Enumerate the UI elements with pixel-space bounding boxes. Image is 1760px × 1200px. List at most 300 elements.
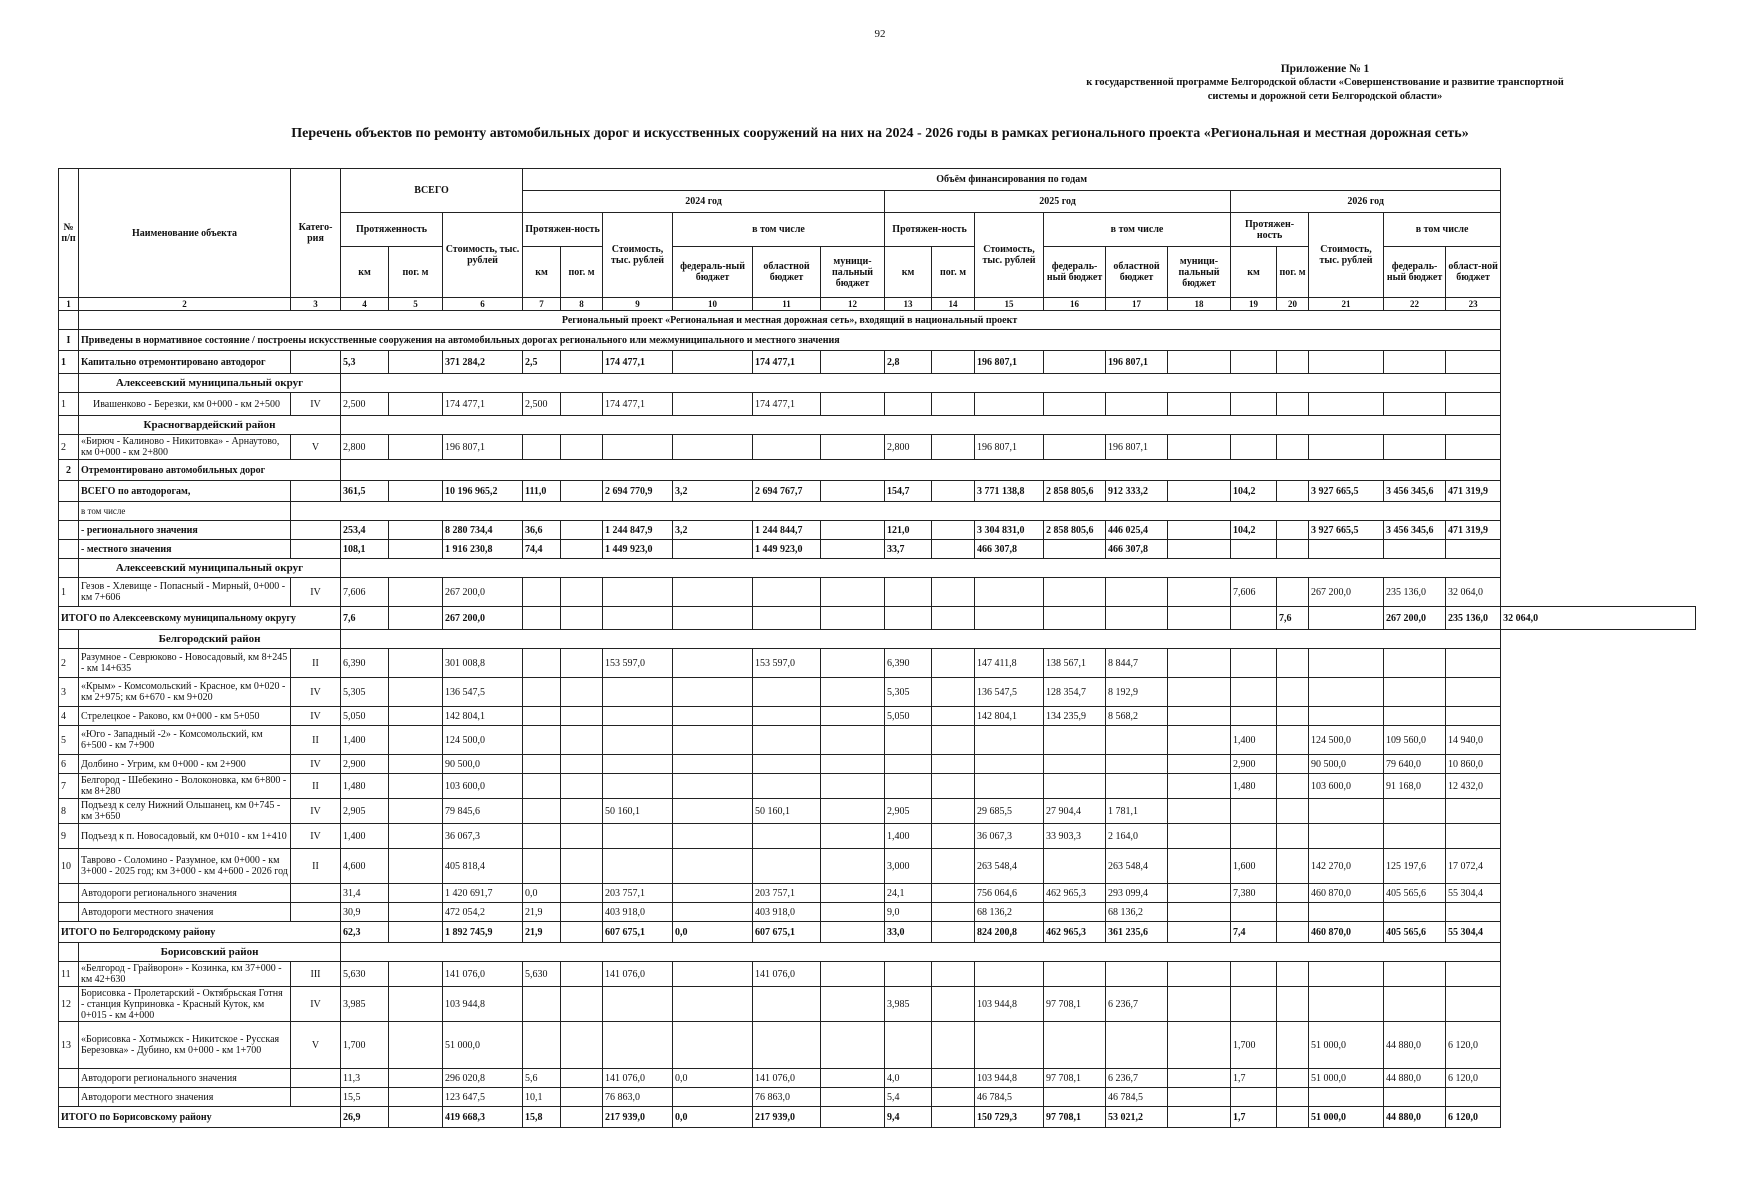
- value-cell: [1384, 540, 1446, 559]
- value-cell: 7,6: [341, 607, 389, 630]
- value-cell: [389, 521, 443, 540]
- value-cell: [821, 1088, 885, 1107]
- column-number: 19: [1231, 298, 1277, 311]
- table-row: [59, 726, 1696, 755]
- value-cell: [1106, 962, 1168, 987]
- value-cell: [1309, 962, 1384, 987]
- value-cell: 824 200,8: [975, 922, 1044, 943]
- value-cell: [821, 1107, 885, 1128]
- project-row: Региональный проект «Региональная и местная дорожная сеть», входящий в национальный проект: [79, 311, 1501, 330]
- value-cell: [1168, 1088, 1231, 1107]
- municipal-header: муници-пальный бюджет: [821, 247, 885, 298]
- value-cell: [523, 987, 561, 1022]
- row-number: 4: [59, 707, 79, 726]
- pm-header: пог. м: [932, 247, 975, 298]
- value-cell: [1277, 922, 1309, 943]
- object-name: Гезов - Хлевище - Попасный - Мирный, 0+000 - км 7+606: [79, 578, 291, 607]
- value-cell: [1446, 351, 1501, 374]
- section-number: 2: [59, 460, 79, 481]
- including-2024-header: в том числе: [673, 213, 885, 247]
- value-cell: 403 918,0: [603, 903, 673, 922]
- value-cell: 2,900: [1231, 755, 1277, 774]
- value-cell: [821, 987, 885, 1022]
- value-cell: [1044, 393, 1106, 416]
- value-cell: [561, 1088, 603, 1107]
- value-cell: 7,4: [1231, 922, 1277, 943]
- value-cell: [561, 578, 603, 607]
- value-cell: 263 548,4: [1106, 849, 1168, 884]
- value-cell: 1 244 847,9: [603, 521, 673, 540]
- row-number: 2: [59, 649, 79, 678]
- value-cell: 471 319,9: [1446, 481, 1501, 502]
- value-cell: [821, 578, 885, 607]
- value-cell: [1168, 1069, 1231, 1088]
- value-cell: [1168, 481, 1231, 502]
- value-cell: 4,600: [341, 849, 389, 884]
- value-cell: [1277, 435, 1309, 460]
- value-cell: 0,0: [523, 884, 561, 903]
- value-cell: [389, 707, 443, 726]
- object-name: Долбино - Угрим, км 0+000 - км 2+900: [79, 755, 291, 774]
- value-cell: [932, 987, 975, 1022]
- value-cell: 97 708,1: [1044, 1107, 1106, 1128]
- value-cell: 79 845,6: [443, 799, 523, 824]
- value-cell: [932, 481, 975, 502]
- subtotal-row: [59, 1088, 1696, 1107]
- value-cell: 462 965,3: [1044, 884, 1106, 903]
- row-number: [59, 884, 79, 903]
- value-cell: [1309, 707, 1384, 726]
- value-cell: 3,2: [673, 521, 753, 540]
- value-cell: 147 411,8: [975, 649, 1044, 678]
- value-cell: [932, 755, 975, 774]
- value-cell: [932, 849, 975, 884]
- value-cell: [673, 755, 753, 774]
- value-cell: [1309, 393, 1384, 416]
- value-cell: 7,380: [1231, 884, 1277, 903]
- value-cell: [1168, 726, 1231, 755]
- value-cell: 31,4: [341, 884, 389, 903]
- value-cell: [389, 351, 443, 374]
- value-cell: [673, 1088, 753, 1107]
- value-cell: [389, 481, 443, 502]
- value-cell: [1277, 962, 1309, 987]
- value-cell: [753, 1022, 821, 1069]
- table-row: [59, 649, 1696, 678]
- value-cell: 462 965,3: [1044, 922, 1106, 943]
- value-cell: 141 076,0: [753, 1069, 821, 1088]
- category-cell: V: [291, 435, 341, 460]
- value-cell: 141 076,0: [753, 962, 821, 987]
- value-cell: 3 456 345,6: [1384, 521, 1446, 540]
- value-cell: 7,606: [341, 578, 389, 607]
- value-cell: [673, 799, 753, 824]
- value-cell: [1044, 607, 1106, 630]
- value-cell: [1277, 707, 1309, 726]
- value-cell: [932, 607, 975, 630]
- value-cell: [932, 774, 975, 799]
- value-cell: [932, 351, 975, 374]
- category-cell: [291, 481, 341, 502]
- km-header: км: [523, 247, 561, 298]
- value-cell: [821, 962, 885, 987]
- object-name: Капитально отремонтировано автодорог: [79, 351, 291, 374]
- value-cell: [523, 649, 561, 678]
- value-cell: [1168, 1107, 1231, 1128]
- object-name: Таврово - Соломино - Разумное, км 0+000 - км 3+000 - 2025 год; км 3+000 - км 4+600 - 2026 год: [79, 849, 291, 884]
- value-cell: [1277, 1022, 1309, 1069]
- value-cell: 125 197,6: [1384, 849, 1446, 884]
- value-cell: [673, 540, 753, 559]
- value-cell: [523, 799, 561, 824]
- category-cell: [291, 903, 341, 922]
- value-cell: 30,9: [341, 903, 389, 922]
- value-cell: [1168, 774, 1231, 799]
- value-cell: 235 136,0: [1446, 607, 1501, 630]
- district-heading: Алексеевский муниципальный округ: [79, 559, 341, 578]
- value-cell: [523, 726, 561, 755]
- cell: [59, 311, 79, 330]
- value-cell: [1044, 726, 1106, 755]
- value-cell: 153 597,0: [603, 649, 673, 678]
- value-cell: [1309, 799, 1384, 824]
- value-cell: [753, 607, 821, 630]
- value-cell: [673, 578, 753, 607]
- value-cell: [1384, 799, 1446, 824]
- column-number: 8: [561, 298, 603, 311]
- value-cell: [753, 987, 821, 1022]
- value-cell: 2 694 767,7: [753, 481, 821, 502]
- value-cell: 403 918,0: [753, 903, 821, 922]
- column-number: 1: [59, 298, 79, 311]
- value-cell: [885, 393, 932, 416]
- value-cell: [1168, 884, 1231, 903]
- value-cell: 267 200,0: [443, 607, 523, 630]
- value-cell: [1168, 678, 1231, 707]
- value-cell: [1168, 351, 1231, 374]
- value-cell: [1277, 1107, 1309, 1128]
- value-cell: 203 757,1: [603, 884, 673, 903]
- value-cell: 3 456 345,6: [1384, 481, 1446, 502]
- value-cell: 6 236,7: [1106, 1069, 1168, 1088]
- value-cell: [821, 707, 885, 726]
- value-cell: 267 200,0: [443, 578, 523, 607]
- category-cell: IV: [291, 707, 341, 726]
- value-cell: 32 064,0: [1446, 578, 1501, 607]
- value-cell: 1 420 691,7: [443, 884, 523, 903]
- value-cell: [1168, 540, 1231, 559]
- value-cell: 2,5: [523, 351, 561, 374]
- value-cell: [561, 607, 603, 630]
- length-2024-header: Протяжен-ность: [523, 213, 603, 247]
- value-cell: [1446, 799, 1501, 824]
- value-cell: 267 200,0: [1384, 607, 1446, 630]
- value-cell: 5,050: [341, 707, 389, 726]
- value-cell: [389, 755, 443, 774]
- value-cell: [561, 962, 603, 987]
- value-cell: [885, 607, 932, 630]
- value-cell: 0,0: [673, 1107, 753, 1128]
- row-number: 3: [59, 678, 79, 707]
- column-number: 22: [1384, 298, 1446, 311]
- value-cell: 103 600,0: [1309, 774, 1384, 799]
- value-cell: [1044, 962, 1106, 987]
- value-cell: [673, 726, 753, 755]
- value-cell: [673, 678, 753, 707]
- value-cell: [673, 393, 753, 416]
- value-cell: 32 064,0: [1501, 607, 1696, 630]
- value-cell: [673, 351, 753, 374]
- value-cell: 301 008,8: [443, 649, 523, 678]
- value-cell: [561, 393, 603, 416]
- district-heading: Красногвардейский район: [79, 416, 341, 435]
- value-cell: [1277, 774, 1309, 799]
- value-cell: 196 807,1: [1106, 435, 1168, 460]
- value-cell: [1231, 962, 1277, 987]
- column-number: 13: [885, 298, 932, 311]
- value-cell: [1231, 393, 1277, 416]
- value-cell: [1277, 755, 1309, 774]
- value-cell: 8 568,2: [1106, 707, 1168, 726]
- object-name: Борисовка - Пролетарский - Октябрьская Готня - станция Куприновка - Красный Куток, км 0+015 - км 4+000: [79, 987, 291, 1022]
- table-row: [59, 435, 1696, 460]
- value-cell: [1044, 351, 1106, 374]
- value-cell: 10 860,0: [1446, 755, 1501, 774]
- value-cell: [1384, 351, 1446, 374]
- row-number: [59, 1088, 79, 1107]
- value-cell: [673, 774, 753, 799]
- value-cell: 5,6: [523, 1069, 561, 1088]
- value-cell: [975, 726, 1044, 755]
- value-cell: [1446, 1088, 1501, 1107]
- value-cell: [932, 1022, 975, 1069]
- value-cell: 51 000,0: [1309, 1022, 1384, 1069]
- value-cell: [603, 678, 673, 707]
- value-cell: [821, 521, 885, 540]
- cell: [341, 630, 1501, 649]
- object-name: - местного значения: [79, 540, 291, 559]
- value-cell: 134 235,9: [1044, 707, 1106, 726]
- value-cell: 150 729,3: [975, 1107, 1044, 1128]
- value-cell: 154,7: [885, 481, 932, 502]
- table-row: [59, 393, 1696, 416]
- pm-header: пог. м: [389, 247, 443, 298]
- value-cell: [1384, 824, 1446, 849]
- length-2025-header: Протяжен-ность: [885, 213, 975, 247]
- column-number: 23: [1446, 298, 1501, 311]
- value-cell: [1277, 824, 1309, 849]
- value-cell: [561, 435, 603, 460]
- object-name: «Крым» - Комсомольский - Красное, км 0+020 - км 2+975; км 6+670 - км 9+020: [79, 678, 291, 707]
- value-cell: 90 500,0: [443, 755, 523, 774]
- value-cell: 196 807,1: [975, 351, 1044, 374]
- object-name: Автодороги регионального значения: [79, 884, 291, 903]
- value-cell: [1231, 351, 1277, 374]
- value-cell: [603, 824, 673, 849]
- object-name: «Белгород - Грайворон» - Козинка, км 37+000 - км 42+630: [79, 962, 291, 987]
- value-cell: [1168, 649, 1231, 678]
- cost-2026-header: Стоимость, тыс. рублей: [1309, 213, 1384, 298]
- total-label: ИТОГО по Алексеевскому муниципальному округу: [59, 607, 341, 630]
- subtotal-row: [59, 903, 1696, 922]
- category-cell: [291, 540, 341, 559]
- district-total-row: [59, 1107, 1696, 1128]
- year-2025-header: 2025 год: [885, 191, 1231, 213]
- value-cell: [389, 849, 443, 884]
- value-cell: [1044, 578, 1106, 607]
- value-cell: 460 870,0: [1309, 884, 1384, 903]
- value-cell: 2 858 805,6: [1044, 521, 1106, 540]
- value-cell: [389, 922, 443, 943]
- column-number: 2: [79, 298, 291, 311]
- value-cell: 2,500: [523, 393, 561, 416]
- value-cell: 607 675,1: [603, 922, 673, 943]
- value-cell: 10,1: [523, 1088, 561, 1107]
- value-cell: [1309, 435, 1384, 460]
- value-cell: [821, 481, 885, 502]
- value-cell: 8 280 734,4: [443, 521, 523, 540]
- value-cell: [932, 678, 975, 707]
- regional-header: областной бюджет: [753, 247, 821, 298]
- value-cell: [1231, 678, 1277, 707]
- value-cell: 1 916 230,8: [443, 540, 523, 559]
- cost-2024-header: Стоимость, тыс. рублей: [603, 213, 673, 298]
- row-number: 1: [59, 578, 79, 607]
- value-cell: 9,0: [885, 903, 932, 922]
- value-cell: [932, 903, 975, 922]
- value-cell: 5,4: [885, 1088, 932, 1107]
- row-number: 5: [59, 726, 79, 755]
- funding-header: Объём финансирования по годам: [523, 169, 1501, 191]
- value-cell: [1168, 607, 1231, 630]
- value-cell: [932, 1088, 975, 1107]
- value-cell: [753, 578, 821, 607]
- value-cell: 1 892 745,9: [443, 922, 523, 943]
- category-cell: [291, 1088, 341, 1107]
- value-cell: [1168, 849, 1231, 884]
- value-cell: 36 067,3: [443, 824, 523, 849]
- category-cell: II: [291, 774, 341, 799]
- appendix-header: [980, 62, 1670, 104]
- value-cell: [932, 578, 975, 607]
- value-cell: 24,1: [885, 884, 932, 903]
- value-cell: 10 196 965,2: [443, 481, 523, 502]
- value-cell: 203 757,1: [753, 884, 821, 903]
- value-cell: [389, 726, 443, 755]
- value-cell: [389, 1107, 443, 1128]
- value-cell: 1,480: [341, 774, 389, 799]
- row-number: [59, 1069, 79, 1088]
- object-name: «Борисовка - Хотмыжск - Никитское - Русская Березовка» - Дубино, км 0+000 - км 1+700: [79, 1022, 291, 1069]
- value-cell: 3,985: [341, 987, 389, 1022]
- value-cell: 55 304,4: [1446, 922, 1501, 943]
- value-cell: [1384, 678, 1446, 707]
- value-cell: [1168, 799, 1231, 824]
- object-name: ВСЕГО по автодорогам,: [79, 481, 291, 502]
- value-cell: [523, 435, 561, 460]
- value-cell: [1168, 755, 1231, 774]
- value-cell: [1106, 393, 1168, 416]
- value-cell: [1384, 987, 1446, 1022]
- value-cell: [932, 1069, 975, 1088]
- value-cell: [1106, 726, 1168, 755]
- value-cell: 141 076,0: [443, 962, 523, 987]
- value-cell: 29 685,5: [975, 799, 1044, 824]
- value-cell: 196 807,1: [1106, 351, 1168, 374]
- value-cell: 5,630: [523, 962, 561, 987]
- cost-2025-header: Стоимость, тыс. рублей: [975, 213, 1044, 298]
- value-cell: [1168, 521, 1231, 540]
- object-name: Стрелецкое - Раково, км 0+000 - км 5+050: [79, 707, 291, 726]
- column-numbers-row: [59, 298, 1696, 311]
- value-cell: [1231, 987, 1277, 1022]
- value-cell: 1,7: [1231, 1107, 1277, 1128]
- value-cell: [1446, 678, 1501, 707]
- value-cell: [821, 849, 885, 884]
- value-cell: [753, 435, 821, 460]
- value-cell: [753, 824, 821, 849]
- value-cell: 3,985: [885, 987, 932, 1022]
- table-row: [59, 774, 1696, 799]
- value-cell: [603, 726, 673, 755]
- value-cell: [389, 607, 443, 630]
- value-cell: [1168, 578, 1231, 607]
- value-cell: [523, 707, 561, 726]
- value-cell: [1277, 987, 1309, 1022]
- value-cell: 1,480: [1231, 774, 1277, 799]
- row-number: 12: [59, 987, 79, 1022]
- value-cell: [561, 755, 603, 774]
- value-cell: 3 927 665,5: [1309, 481, 1384, 502]
- value-cell: [1384, 903, 1446, 922]
- value-cell: [389, 799, 443, 824]
- value-cell: 50 160,1: [753, 799, 821, 824]
- value-cell: [1277, 678, 1309, 707]
- value-cell: [603, 578, 673, 607]
- value-cell: 5,305: [885, 678, 932, 707]
- value-cell: [561, 678, 603, 707]
- value-cell: 111,0: [523, 481, 561, 502]
- col-total-header: ВСЕГО: [341, 169, 523, 213]
- value-cell: [561, 521, 603, 540]
- column-number: 15: [975, 298, 1044, 311]
- value-cell: 44 880,0: [1384, 1107, 1446, 1128]
- value-cell: 21,9: [523, 922, 561, 943]
- column-number: 21: [1309, 298, 1384, 311]
- category-cell: IV: [291, 755, 341, 774]
- column-number: 14: [932, 298, 975, 311]
- value-cell: [1231, 903, 1277, 922]
- value-cell: 4,0: [885, 1069, 932, 1088]
- value-cell: 74,4: [523, 540, 561, 559]
- value-cell: [885, 578, 932, 607]
- value-cell: [603, 987, 673, 1022]
- value-cell: 27 904,4: [1044, 799, 1106, 824]
- km-header: км: [341, 247, 389, 298]
- value-cell: 6 120,0: [1446, 1022, 1501, 1069]
- value-cell: 253,4: [341, 521, 389, 540]
- value-cell: 466 307,8: [1106, 540, 1168, 559]
- value-cell: [975, 607, 1044, 630]
- value-cell: 1 244 844,7: [753, 521, 821, 540]
- value-cell: 142 804,1: [443, 707, 523, 726]
- category-cell: IV: [291, 824, 341, 849]
- object-name: Белгород - Шебекино - Волоконовка, км 6+800 - км 8+280: [79, 774, 291, 799]
- value-cell: 11,3: [341, 1069, 389, 1088]
- object-name: Разумное - Севрюково - Новосадовый, км 8+245 - км 14+635: [79, 649, 291, 678]
- row-number: 13: [59, 1022, 79, 1069]
- object-name: «Юго - Западный -2» - Комсомольский, км 6+500 - км 7+900: [79, 726, 291, 755]
